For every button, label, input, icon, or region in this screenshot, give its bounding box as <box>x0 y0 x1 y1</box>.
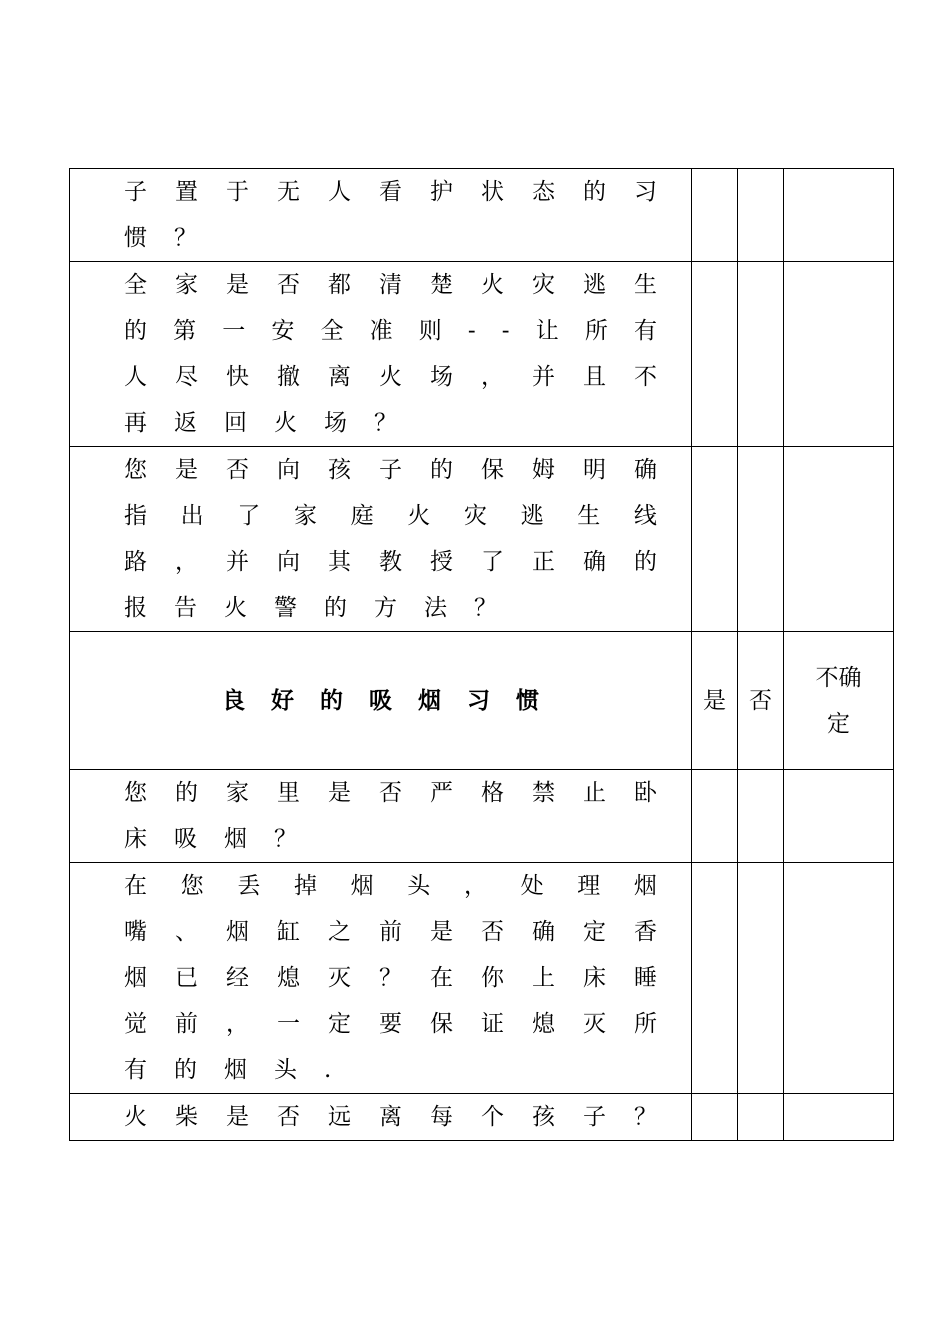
question-line <box>124 770 657 816</box>
question-char: 嘴 <box>124 919 147 945</box>
question-char: 法 <box>424 595 447 621</box>
question-char: 回 <box>224 410 247 436</box>
question-char: 定 <box>583 919 606 945</box>
question-char: 已 <box>175 965 198 991</box>
question-char: 正 <box>532 549 555 575</box>
question-char: 是 <box>328 780 351 806</box>
question-char: 都 <box>328 272 351 298</box>
yes-answer-cell[interactable] <box>692 770 738 863</box>
question-char: 家 <box>175 272 198 298</box>
no-answer-cell[interactable] <box>738 770 784 863</box>
question-row <box>70 1094 894 1141</box>
question-char: 第 <box>173 318 197 344</box>
question-char: 返 <box>174 410 197 436</box>
question-char: 确 <box>634 457 657 483</box>
question-char: 了 <box>481 549 504 575</box>
question-char: 并 <box>226 549 249 575</box>
question-char: 向 <box>277 457 300 483</box>
question-char: 确 <box>583 549 606 575</box>
section-title-cell <box>70 632 692 770</box>
section-title-char: 好 <box>271 687 294 714</box>
question-char: ， <box>226 1011 249 1037</box>
question-char: 并 <box>532 364 555 390</box>
uncertain-answer-cell[interactable] <box>784 262 894 447</box>
question-char: 处 <box>520 873 544 899</box>
no-header: 否 <box>749 687 772 714</box>
question-char: 严 <box>430 780 453 806</box>
question-char: 方 <box>374 595 397 621</box>
question-char: 灾 <box>463 503 487 529</box>
question-row <box>70 863 894 1094</box>
question-char: 确 <box>532 919 555 945</box>
question-char: 全 <box>320 318 344 344</box>
question-line <box>124 1047 657 1093</box>
question-char: 您 <box>180 873 204 899</box>
question-char: 火 <box>274 410 297 436</box>
uncertain-answer-cell[interactable] <box>784 169 894 262</box>
question-char: 撤 <box>277 364 300 390</box>
question-char: 个 <box>481 1104 504 1130</box>
question-char: 让 <box>535 318 559 344</box>
question-char: 庭 <box>350 503 374 529</box>
yes-answer-cell[interactable] <box>692 863 738 1094</box>
question-char: 逃 <box>520 503 544 529</box>
question-char: 经 <box>226 965 249 991</box>
question-char: 觉 <box>124 1011 147 1037</box>
question-char: 定 <box>328 1011 351 1037</box>
question-line <box>124 585 657 631</box>
question-char: 场 <box>430 364 453 390</box>
uncertain-header-cell <box>784 632 894 770</box>
question-char: 烟 <box>124 965 147 991</box>
question-cell <box>70 169 692 262</box>
question-char: 远 <box>328 1104 351 1130</box>
question-line <box>124 493 657 539</box>
question-char: 再 <box>124 410 147 436</box>
question-char: 柴 <box>175 1104 198 1130</box>
question-char: 否 <box>379 780 402 806</box>
question-char: - <box>501 318 510 344</box>
section-title-char: 吸 <box>369 687 392 714</box>
question-line <box>124 539 657 585</box>
question-row <box>70 770 894 863</box>
question-char: 孩 <box>328 457 351 483</box>
question-char: 向 <box>277 549 300 575</box>
question-line <box>124 215 657 261</box>
question-char: 格 <box>481 780 504 806</box>
question-char: 烟 <box>224 826 247 852</box>
question-char: 子 <box>583 1104 606 1130</box>
question-char: 一 <box>277 1011 300 1037</box>
question-char: 家 <box>293 503 317 529</box>
question-line <box>124 262 657 308</box>
section-header-row <box>70 632 894 770</box>
section-title-char: 烟 <box>418 687 441 714</box>
no-answer-cell[interactable] <box>738 447 784 632</box>
question-char: 惯 <box>124 225 147 251</box>
question-char: ？ <box>274 826 297 852</box>
question-char: 所 <box>584 318 608 344</box>
question-cell <box>70 863 692 1094</box>
uncertain-header: 不确定 <box>815 664 862 737</box>
question-char: 家 <box>226 780 249 806</box>
question-char: 看 <box>379 179 402 205</box>
question-char: 香 <box>634 919 657 945</box>
question-char: 尽 <box>175 364 198 390</box>
question-char: 掉 <box>293 873 317 899</box>
question-char: 睡 <box>634 965 657 991</box>
no-answer-cell[interactable] <box>738 863 784 1094</box>
question-char: 床 <box>583 965 606 991</box>
uncertain-answer-cell[interactable] <box>784 1094 894 1141</box>
question-char: 火 <box>379 364 402 390</box>
question-char: 烟 <box>224 1057 247 1083</box>
question-char: 您 <box>124 457 147 483</box>
question-char: ， <box>463 873 487 899</box>
question-char: 逃 <box>583 272 606 298</box>
uncertain-answer-cell[interactable] <box>784 863 894 1094</box>
question-row <box>70 447 894 632</box>
question-char: 习 <box>634 179 657 205</box>
question-char: ？ <box>374 410 397 436</box>
question-char: 离 <box>379 1104 402 1130</box>
yes-answer-cell[interactable] <box>692 1094 738 1141</box>
question-char: 上 <box>532 965 555 991</box>
question-char: 之 <box>328 919 351 945</box>
question-line <box>124 308 657 354</box>
yes-answer-cell[interactable] <box>692 169 738 262</box>
question-char: 否 <box>481 919 504 945</box>
question-char: 状 <box>481 179 504 205</box>
question-char: ？ <box>474 595 497 621</box>
question-char: 的 <box>430 457 453 483</box>
section-title-char: 良 <box>222 687 245 714</box>
question-char: 的 <box>175 780 198 806</box>
fire-safety-checklist-table <box>69 168 894 1141</box>
question-line <box>124 1001 657 1047</box>
question-line <box>124 400 657 446</box>
question-char: 态 <box>532 179 555 205</box>
yes-answer-cell[interactable] <box>692 262 738 447</box>
question-cell <box>70 447 692 632</box>
question-text <box>70 447 691 631</box>
no-answer-cell[interactable] <box>738 1094 784 1141</box>
question-char: 在 <box>430 965 453 991</box>
yes-header-cell <box>692 632 738 770</box>
question-char: 熄 <box>277 965 300 991</box>
question-text <box>70 770 691 862</box>
question-char: 子 <box>379 457 402 483</box>
question-char: 全 <box>124 272 147 298</box>
question-char: 否 <box>277 272 300 298</box>
question-char: 灾 <box>532 272 555 298</box>
question-char: 吸 <box>174 826 197 852</box>
no-header-cell <box>738 632 784 770</box>
question-line <box>124 955 657 1001</box>
question-char: ， <box>481 364 504 390</box>
question-char: ， <box>175 549 198 575</box>
question-char: 熄 <box>532 1011 555 1037</box>
question-char: - <box>467 318 476 344</box>
question-char: 理 <box>577 873 601 899</box>
question-line <box>124 1094 657 1140</box>
question-char: 每 <box>430 1104 453 1130</box>
question-char: 火 <box>224 595 247 621</box>
question-char: 子 <box>124 179 147 205</box>
question-char: 要 <box>379 1011 402 1037</box>
question-char: 于 <box>226 179 249 205</box>
question-char: 有 <box>633 318 657 344</box>
question-char: 其 <box>328 549 351 575</box>
question-char: 禁 <box>532 780 555 806</box>
yes-answer-cell[interactable] <box>692 447 738 632</box>
question-char: 置 <box>175 179 198 205</box>
question-cell <box>70 770 692 863</box>
section-title-char: 习 <box>467 687 490 714</box>
question-char: 线 <box>633 503 657 529</box>
question-char: 您 <box>124 780 147 806</box>
question-line <box>124 354 657 400</box>
question-text <box>70 262 691 446</box>
question-char: ？ <box>174 225 197 251</box>
question-char: 你 <box>481 965 504 991</box>
no-answer-cell[interactable] <box>738 262 784 447</box>
question-char: . <box>324 1057 332 1083</box>
question-text <box>70 169 691 261</box>
question-char: 火 <box>407 503 431 529</box>
question-char: 了 <box>237 503 261 529</box>
question-char: 的 <box>124 318 147 344</box>
question-line <box>124 169 657 215</box>
question-char: 前 <box>379 919 402 945</box>
question-char: 生 <box>634 272 657 298</box>
question-char: 是 <box>430 919 453 945</box>
question-char: 明 <box>583 457 606 483</box>
uncertain-answer-cell[interactable] <box>784 447 894 632</box>
question-line <box>124 447 657 493</box>
question-char: 是 <box>226 1104 249 1130</box>
question-char: 孩 <box>532 1104 555 1130</box>
question-char: 路 <box>124 549 147 575</box>
section-title <box>70 678 691 724</box>
question-char: 所 <box>634 1011 657 1037</box>
question-char: 不 <box>634 364 657 390</box>
question-char: 火 <box>124 1104 147 1130</box>
question-char: ？ <box>379 965 402 991</box>
question-char: 止 <box>583 780 606 806</box>
question-text <box>70 863 691 1093</box>
yes-header: 是 <box>703 687 726 714</box>
question-char: 人 <box>124 364 147 390</box>
question-char: 无 <box>277 179 300 205</box>
question-char: 灭 <box>583 1011 606 1037</box>
question-char: 保 <box>481 457 504 483</box>
question-char: 烟 <box>350 873 374 899</box>
question-char: 的 <box>174 1057 197 1083</box>
question-char: 否 <box>277 1104 300 1130</box>
question-char: 的 <box>634 549 657 575</box>
question-char: 教 <box>379 549 402 575</box>
uncertain-answer-cell[interactable] <box>784 770 894 863</box>
question-char: 证 <box>481 1011 504 1037</box>
section-title-char: 惯 <box>516 687 539 714</box>
question-char: 保 <box>430 1011 453 1037</box>
question-char: 烟 <box>226 919 249 945</box>
question-line <box>124 909 657 955</box>
question-char: 烟 <box>633 873 657 899</box>
question-char: 清 <box>379 272 402 298</box>
question-char: 丢 <box>237 873 261 899</box>
question-char: 且 <box>583 364 606 390</box>
question-char: 准 <box>369 318 393 344</box>
question-cell <box>70 1094 692 1141</box>
question-char: 离 <box>328 364 351 390</box>
question-line <box>124 863 657 909</box>
question-char: 卧 <box>634 780 657 806</box>
no-answer-cell[interactable] <box>738 169 784 262</box>
question-char: 有 <box>124 1057 147 1083</box>
question-char: 人 <box>328 179 351 205</box>
question-char: 的 <box>324 595 347 621</box>
question-char: 在 <box>124 873 147 899</box>
question-row <box>70 169 894 262</box>
question-char: 的 <box>583 179 606 205</box>
question-char: 告 <box>174 595 197 621</box>
question-char: 、 <box>175 919 198 945</box>
question-cell <box>70 262 692 447</box>
question-char: 警 <box>274 595 297 621</box>
question-char: 否 <box>226 457 249 483</box>
question-char: 出 <box>180 503 204 529</box>
question-row <box>70 262 894 447</box>
question-char: 快 <box>226 364 249 390</box>
question-char: 场 <box>324 410 347 436</box>
section-title-char: 的 <box>320 687 343 714</box>
question-char: 头 <box>407 873 431 899</box>
question-text <box>70 1094 691 1140</box>
question-char: ？ <box>634 1104 657 1130</box>
question-char: 指 <box>124 503 147 529</box>
question-char: 床 <box>124 826 147 852</box>
question-char: 里 <box>277 780 300 806</box>
question-line <box>124 816 657 862</box>
question-char: 前 <box>175 1011 198 1037</box>
question-char: 火 <box>481 272 504 298</box>
question-char: 楚 <box>430 272 453 298</box>
question-char: 缸 <box>277 919 300 945</box>
question-char: 灭 <box>328 965 351 991</box>
question-char: 报 <box>124 595 147 621</box>
question-char: 则 <box>418 318 442 344</box>
question-char: 一 <box>222 318 246 344</box>
question-char: 是 <box>226 272 249 298</box>
question-char: 头 <box>274 1057 297 1083</box>
question-char: 是 <box>175 457 198 483</box>
question-char: 授 <box>430 549 453 575</box>
question-char: 姆 <box>532 457 555 483</box>
question-char: 生 <box>577 503 601 529</box>
question-char: 安 <box>271 318 295 344</box>
question-char: 护 <box>430 179 453 205</box>
